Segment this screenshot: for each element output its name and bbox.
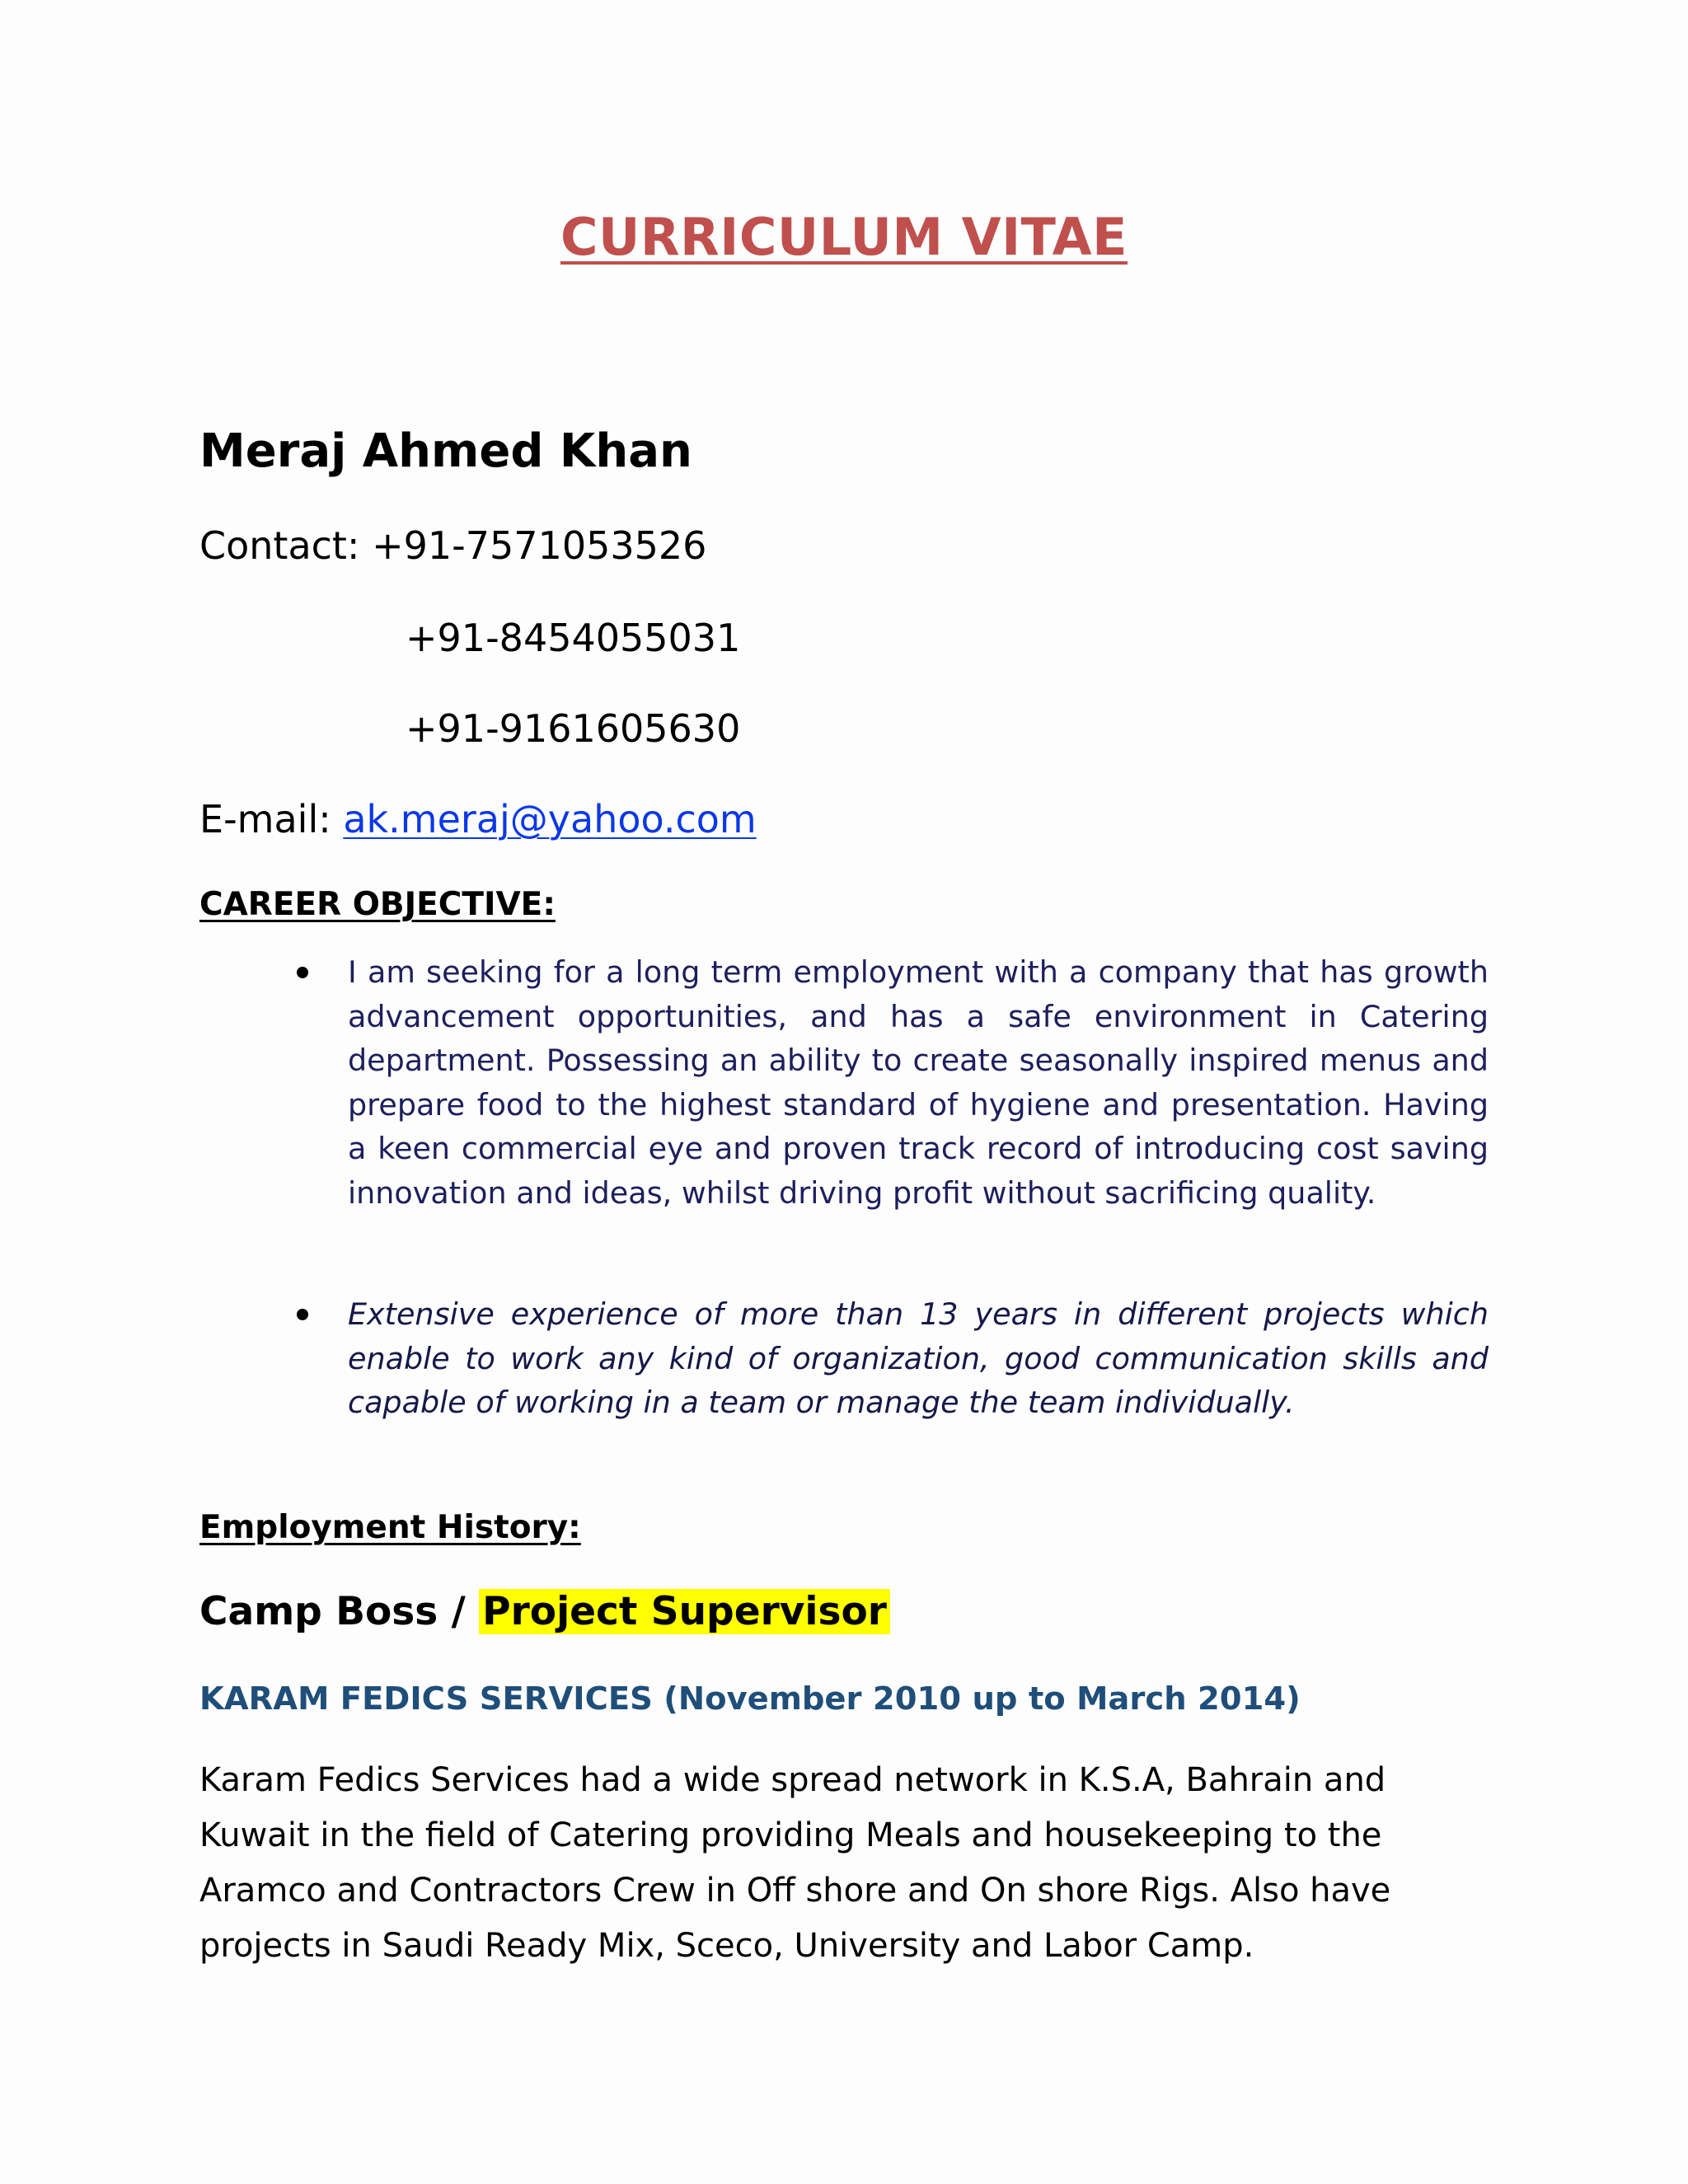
phone-number-2: +91-8454055031 <box>406 616 741 660</box>
bullet-icon <box>297 1309 308 1320</box>
bullet-icon <box>297 967 308 978</box>
job-title-prefix: Camp Boss / <box>199 1589 480 1634</box>
phone-number-3: +91-9161605630 <box>406 706 741 751</box>
employment-history-heading: Employment History: <box>199 1509 581 1546</box>
document-title: CURRICULUM VITAE <box>560 207 1128 267</box>
contact-label: Contact: <box>199 523 373 568</box>
career-objective-heading: CAREER OBJECTIVE: <box>199 886 556 923</box>
email-link[interactable]: ak.meraj@yahoo.com <box>343 797 757 841</box>
list-item-text: I am seeking for a long term employment with a company that has growth advancement opportunities, and has a safe environment in Catering department. Possessing an ability to create seasonally inspired menus and prepare food to the highest standard of hygiene and presentation. Having a keen commercial eye and proven track record of introducing cost saving innovation and ideas, whilst driving profit without sacrificing quality. <box>348 954 1489 1211</box>
company-heading: KARAM FEDICS SERVICES (November 2010 up to March 2014) <box>199 1680 1301 1718</box>
list-item <box>297 1292 1489 1425</box>
phone-number-1: +91-7571053526 <box>372 523 707 568</box>
company-description: Karam Fedics Services had a wide spread network in K.S.A, Bahrain and Kuwait in the field of Catering providing Meals and housekeeping to the Aramco and Contractors Crew in Off shore and On shore Rigs. Also have projects in Saudi Ready Mix, Sceco, University and Labor Camp. <box>199 1761 1391 1965</box>
job-title-highlight: Project Supervisor <box>479 1589 890 1634</box>
contact-row <box>199 519 706 572</box>
candidate-name: Meraj Ahmed Khan <box>199 424 692 478</box>
career-objective-list <box>297 950 1489 1425</box>
list-item-text: Extensive experience of more than 13 years in different projects which enable to work any kind of organization, good communication skills and capable of working in a team or manage the team individually. <box>348 1296 1489 1420</box>
email-label: E-mail: <box>199 797 344 841</box>
job-title <box>199 1582 890 1642</box>
email-row <box>199 793 757 846</box>
list-item <box>297 950 1489 1215</box>
